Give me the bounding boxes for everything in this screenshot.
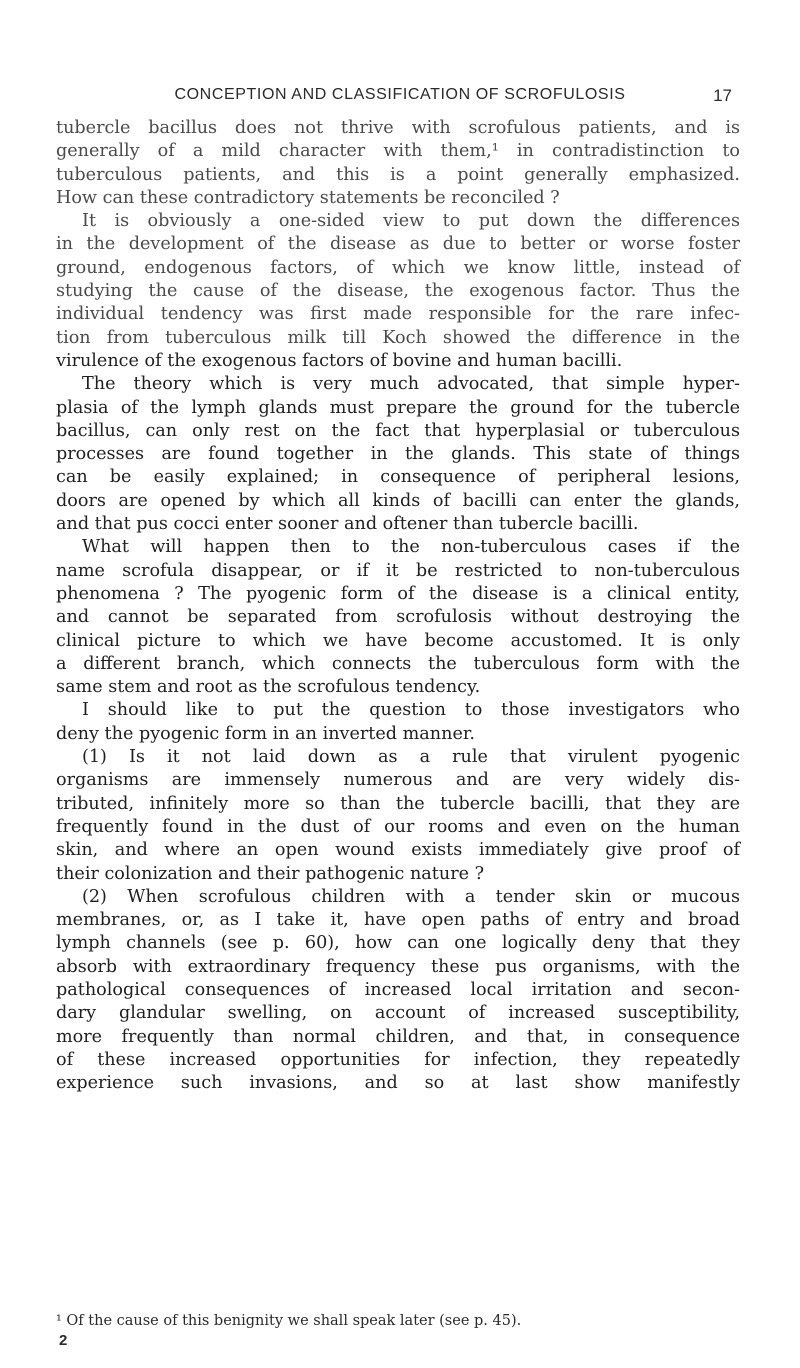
text-line: skin, and where an open wound exists immediately give proof of: [56, 840, 740, 861]
text-line: organisms are immensely numerous and are very widely dis-: [56, 770, 740, 791]
text-line: tributed, infinitely more so than the tubercle bacilli, that they are: [56, 793, 740, 814]
text-line: processes are found together in the glands. This state of things: [56, 444, 740, 465]
text-line: and cannot be separated from scrofulosis without destroying the: [56, 607, 740, 628]
running-title: CONCEPTION AND CLASSIFICATION OF SCROFULOSIS: [174, 86, 626, 103]
text-line: studying the cause of the disease, the exogenous factor. Thus the: [56, 281, 740, 302]
text-line: (1) Is it not laid down as a rule that virulent pyogenic: [82, 747, 740, 768]
text-line: membranes, or, as I take it, have open paths of entry and broad: [56, 910, 740, 931]
text-line: dary glandular swelling, on account of increased susceptibility,: [56, 1003, 740, 1024]
text-line: tubercle bacillus does not thrive with scrofulous patients, and is: [56, 118, 740, 138]
text-line: pathological consequences of increased local irritation and secon-: [56, 979, 740, 1000]
text-line: absorb with extraordinary frequency these pus organisms, with the: [56, 956, 740, 977]
body-text: [56, 117, 740, 1095]
text-line: bacillus, can only rest on the fact that hyperplasial or tuberculous: [56, 420, 740, 441]
text-line: tion from tuberculous milk till Koch showed the difference in the: [56, 327, 740, 348]
text-line: It is obviously a one-sided view to put down the differences: [82, 211, 740, 232]
text-line: can be easily explained; in consequence of peripheral lesions,: [56, 467, 740, 488]
text-line: virulence of the exogenous factors of bovine and human bacilli.: [56, 350, 623, 371]
page-number: 17: [713, 86, 732, 105]
text-line: their colonization and their pathogenic nature ?: [56, 863, 485, 884]
signature-mark: 2: [59, 1332, 68, 1349]
text-line: What will happen then to the non-tuberculous cases if the: [82, 537, 740, 558]
text-line: The theory which is very much advocated, that simple hyper-: [82, 374, 740, 395]
text-line: experience such invasions, and so at last show manifestly: [56, 1073, 740, 1094]
text-line: doors are opened by which all kinds of bacilli can enter the glands,: [56, 490, 740, 511]
text-line: same stem and root as the scrofulous tendency.: [56, 677, 481, 698]
text-line: (2) When scrofulous children with a tender skin or mucous: [82, 886, 740, 907]
running-head: [120, 86, 732, 108]
text-line: individual tendency was first made responsible for the rare infec-: [56, 304, 740, 325]
text-line: and that pus cocci enter sooner and oftener than tubercle bacilli.: [56, 514, 639, 535]
text-line: generally of a mild character with them,¹ in contradistinction to: [56, 141, 740, 162]
text-line: lymph channels (see p. 60), how can one logically deny that they: [56, 933, 740, 954]
footnote: ¹ Of the cause of this benignity we shall speak later (see p. 45).: [56, 1313, 522, 1329]
text-line: phenomena ? The pyogenic form of the disease is a clinical entity,: [56, 583, 740, 604]
text-line: of these increased opportunities for infection, they repeatedly: [56, 1049, 740, 1070]
text-line: in the development of the disease as due to better or worse foster: [56, 234, 740, 255]
text-line: How can these contradictory statements be reconciled ?: [56, 187, 560, 208]
text-line: name scrofula disappear, or if it be restricted to non-tuberculous: [56, 560, 740, 581]
footnotes: [56, 1312, 740, 1351]
text-line: I should like to put the question to those investigators who: [82, 700, 740, 721]
text-line: plasia of the lymph glands must prepare the ground for the tubercle: [56, 397, 740, 418]
text-line: clinical picture to which we have become accustomed. It is only: [56, 630, 740, 651]
text-line: tuberculous patients, and this is a point generally emphasized.: [56, 164, 740, 185]
text-line: a different branch, which connects the tuberculous form with the: [56, 653, 740, 674]
text-line: frequently found in the dust of our rooms and even on the human: [56, 816, 740, 837]
text-line: more frequently than normal children, and that, in consequence: [56, 1026, 740, 1047]
text-line: ground, endogenous factors, of which we know little, instead of: [56, 257, 740, 278]
text-line: deny the pyogenic form in an inverted manner.: [56, 723, 475, 744]
